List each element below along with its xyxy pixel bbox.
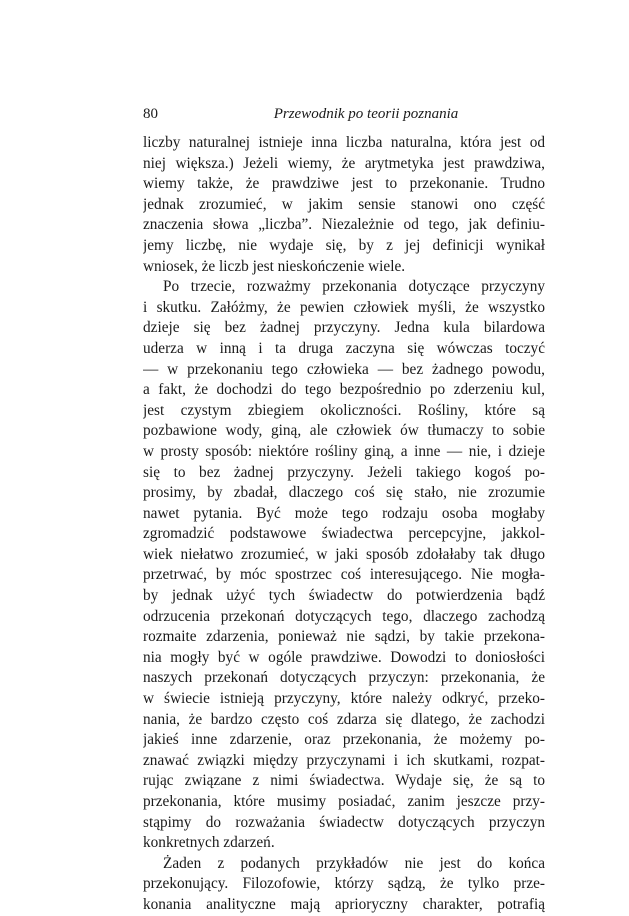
text-line: konania analityczne mają aprioryczny charakter, potrafią: [143, 895, 545, 913]
text-line: znaczenia słowa „liczba”. Niezależnie od tego, jak definiu-: [143, 216, 545, 234]
text-line: pozbawione wody, giną, ale człowiek ów tłumaczy to sobie: [143, 422, 545, 440]
text-line: konkretnych zdarzeń.: [143, 834, 275, 852]
text-line: przekonujący. Filozofowie, którzy sądzą, że tylko prze-: [143, 875, 545, 893]
text-line: przetrwać, by móc spostrzec coś interesującego. Nie mogła-: [143, 566, 545, 584]
text-line: Żaden z podanych przykładów nie jest do końca: [163, 854, 545, 872]
running-header: [143, 103, 545, 125]
text-line: rując związane z nimi świadectwa. Wydaje się, że są to: [143, 772, 545, 790]
text-line: dzieje się bez żadnej przyczyny. Jedna kula bilardowa: [143, 319, 545, 337]
text-line: rozmaite zdarzenia, ponieważ nie sądzi, by takie przekona-: [143, 628, 545, 646]
text-line: w świecie istnieją przyczyny, które należy odkryć, przeko-: [143, 690, 545, 708]
text-line: wniosek, że liczb jest nieskończenie wiele.: [143, 257, 406, 275]
text-line: a fakt, że dochodzi do tego bezpośrednio po zderzeniu kul,: [143, 381, 545, 399]
text-line: nawet pytania. Być może tego rodzaju osoba mogłaby: [143, 504, 545, 522]
text-line: wiek niełatwo zrozumieć, w jaki sposób zdołałaby tak długo: [143, 545, 545, 563]
text-line: uderza w inną i ta druga zaczyna się wówczas toczyć: [143, 339, 545, 357]
text-line: nia mogły być w ogóle prawdziwe. Dowodzi to doniosłości: [143, 648, 545, 666]
body-text: [143, 133, 545, 916]
text-line: w prosty sposób: niektóre rośliny giną, a inne — nie, i dzieje: [143, 442, 545, 460]
text-line: nania, że bardzo często coś zdarza się dlatego, że zachodzi: [143, 710, 545, 728]
text-line: prosimy, by zbadał, dlaczego coś się stało, nie zrozumie: [143, 484, 545, 502]
text-line: by jednak użyć tych świadectw do potwierdzenia bądź: [143, 587, 545, 605]
page-number: 80: [143, 106, 158, 122]
book-title: Przewodnik po teorii poznania: [273, 106, 459, 122]
text-line: jednak zrozumieć, w jakim sensie stanowi ono część: [143, 195, 545, 213]
text-line: jemy liczbę, nie wydaje się, by z jej definicji wynikał: [143, 236, 545, 254]
text-line: Po trzecie, rozważmy przekonania dotyczące przyczyny: [163, 278, 545, 296]
text-line: przekonania, które musimy posiadać, zanim jeszcze przy-: [143, 793, 545, 810]
text-line: zgromadzić podstawowe świadectwa percepcyjne, jakkol-: [143, 525, 545, 543]
text-line: jakieś inne zdarzenie, oraz przekonania, że możemy po-: [143, 731, 545, 749]
text-line: znawać związki między przyczynami i ich skutkami, rozpat-: [143, 751, 545, 769]
text-line: liczby naturalnej istnieje inna liczba naturalna, która jest od: [143, 134, 545, 151]
text-line: stąpimy do rozważania świadectw dotyczących przyczyn: [143, 813, 545, 831]
text-line: i skutku. Załóżmy, że pewien człowiek myśli, że wszystko: [143, 298, 545, 316]
text-line: naszych przekonań dotyczących przyczyn: przekonania, że: [143, 669, 545, 687]
text-line: wiemy także, że prawdziwe jest to przekonanie. Trudno: [143, 175, 545, 193]
text-line: jest czystym zbiegiem okoliczności. Rośliny, które są: [143, 401, 545, 419]
text-line: — w przekonaniu tego człowieka — bez żadnego powodu,: [143, 360, 545, 378]
text-line: odrzucenia przekonań dotyczących tego, dlaczego zachodzą: [143, 607, 545, 625]
text-line: niej większa.) Jeżeli wiemy, że arytmetyka jest prawdziwa,: [143, 154, 545, 172]
text-line: się to bez żadnej przyczyny. Jeżeli takiego kogoś po-: [143, 463, 545, 481]
